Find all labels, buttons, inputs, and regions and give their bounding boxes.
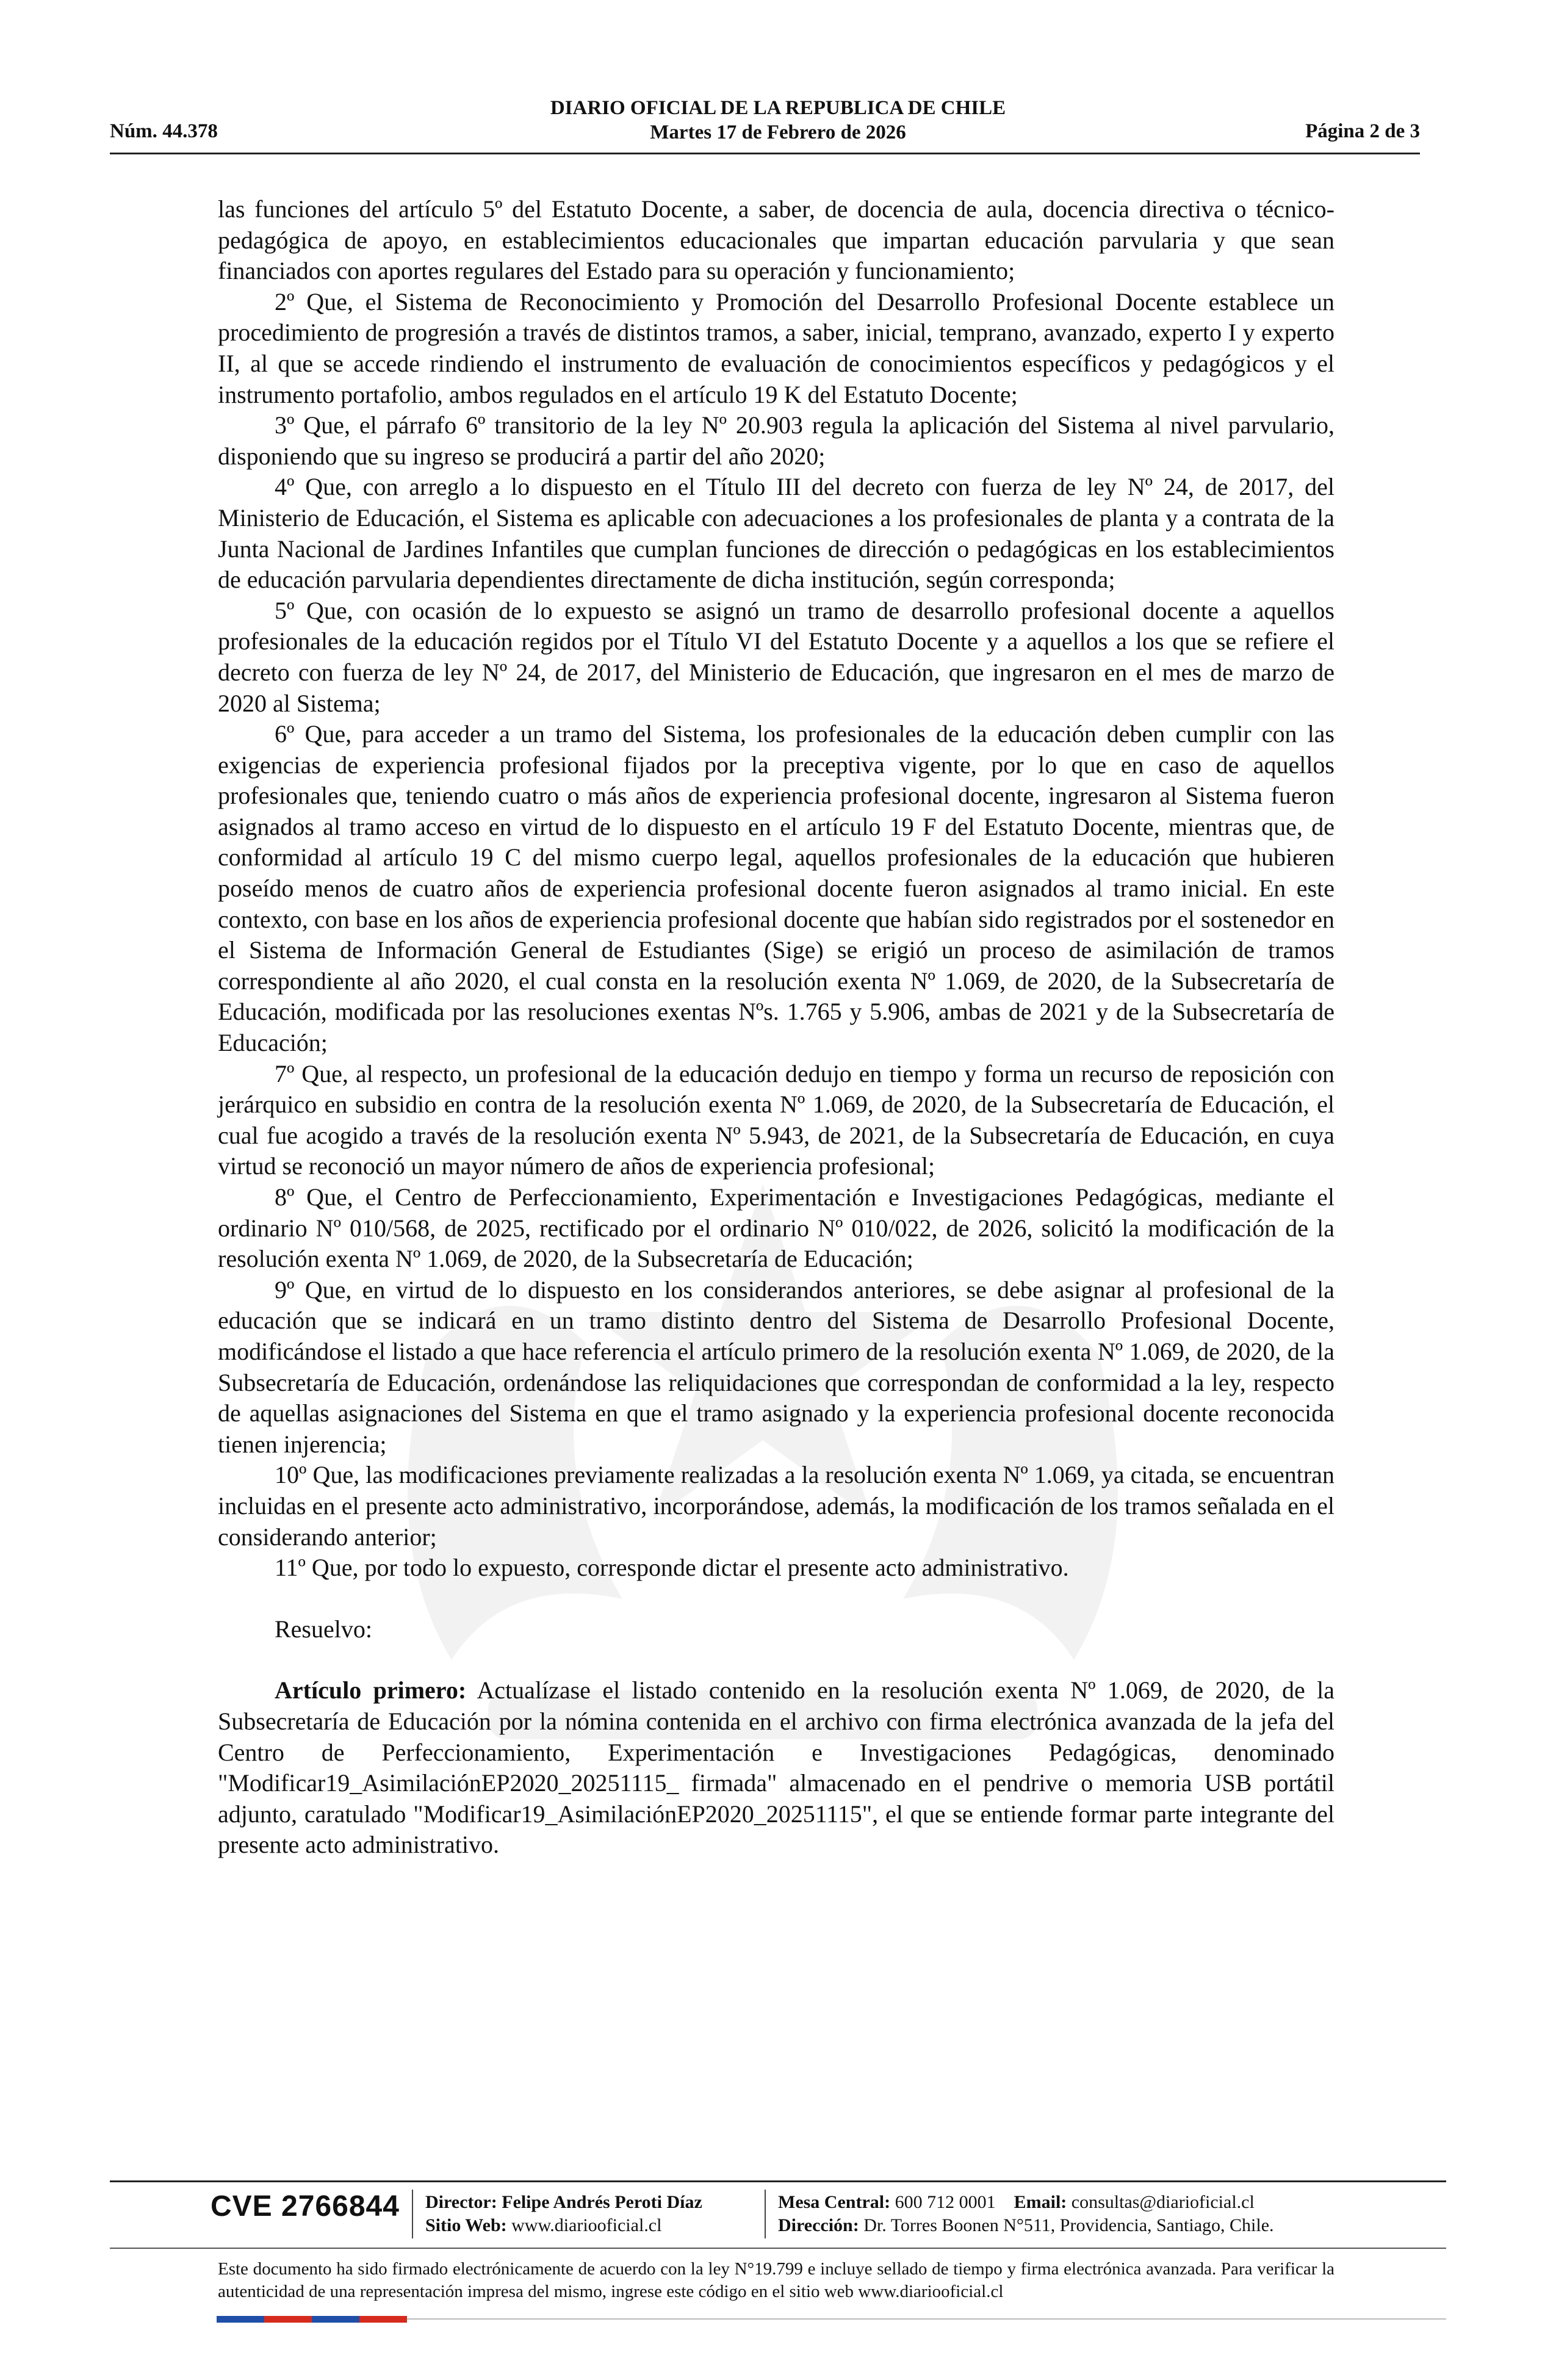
considerando-3: 3º Que, el párrafo 6º transitorio de la ley Nº 20.903 regula la aplicación del Sistema al nivel parvulario, disponiendo que su ingreso se producirá a partir del año 2020; xyxy=(218,411,1334,470)
mesa-label: Mesa Central: xyxy=(778,2192,891,2212)
email-link[interactable]: consultas@diarioficial.cl xyxy=(1071,2192,1255,2212)
mesa-phone: 600 712 0001 xyxy=(895,2192,996,2212)
director-name: Felipe Andrés Peroti Díaz xyxy=(502,2192,702,2212)
considerando-11: 11º Que, por todo lo expuesto, corresponde dictar el presente acto administrativo. xyxy=(275,1554,1069,1582)
flag-segment xyxy=(217,2316,264,2323)
document-body xyxy=(218,194,1334,1861)
resuelvo-heading: Resuelvo: xyxy=(275,1615,372,1643)
page-indicator: Página 2 de 3 xyxy=(1305,120,1420,142)
considerando-7: 7º Que, al respecto, un profesional de la educación dedujo en tiempo y forma un recurso de reposición con jerárquico en subsidio en contra de la resolución exenta Nº 1.069, de 2020, de la Subsecretaría de Educación, el cual fue acogido a través de la resolución exenta Nº 5.943, de 2021, de la Subsecretaría de Educación, en cuya virtud se reconoció un mayor número de años de experiencia profesional; xyxy=(218,1059,1334,1180)
header-divider xyxy=(110,153,1420,154)
considerando-10: 10º Que, las modificaciones previamente realizadas a la resolución exenta Nº 1.069, ya citada, se encuentran incluidas en el presente acto administrativo, incorporándose, además, la modificación de los tramos señalada en el considerando anterior; xyxy=(218,1461,1334,1551)
considerando-6: 6º Que, para acceder a un tramo del Sistema, los profesionales de la educación deben cumplir con las exigencias de experiencia profesional fijados por la preceptiva vigente, por lo que en caso de aquellos profesionales que, teniendo cuatro o más años de experiencia profesional docente, ingresaron al Sistema fueron asignados al tramo acceso en virtud de lo dispuesto en el artículo 19 F del Estatuto Docente, mientras que, de conformidad al artículo 19 C del mismo cuerpo legal, aquellos profesionales de la educación que hubieren poseído menos de cuatro años de experiencia profesional docente fueron asignados al tramo inicial. En este contexto, con base en los años de experiencia profesional docente que habían sido registrados por el sostenedor en el Sistema de Información General de Estudiantes (Sige) se erigió un proceso de asimilación de tramos correspondiente al año 2020, el cual consta en la resolución exenta Nº 1.069, de 2020, de la Subsecretaría de Educación, modificada por las resoluciones exentas Nºs. 1.765 y 5.906, ambas de 2021 y de la Subsecretaría de Educación; xyxy=(218,720,1334,1057)
article-text: Actualízase el listado contenido en la resolución exenta Nº 1.069, de 2020, de la Subsecretaría de Educación por la nómina contenida en el archivo con firma electrónica avanzada de la jefa del Centro de Perfeccionamiento, Experimentación e Investigaciones Pedagógicas, denominado "Modificar19_AsimilaciónEP2020_20251115_ firmada" almacenado en el pendrive o memoria USB portátil adjunto, caratulado "Modificar19_AsimilaciónEP2020_20251115", el que se entiende formar parte integrante del presente acto administrativo. xyxy=(218,1676,1334,1859)
flag-segment xyxy=(359,2316,407,2323)
footer-divider-top xyxy=(110,2180,1446,2182)
email-label: Email: xyxy=(1014,2192,1067,2212)
body-paragraph: las funciones del artículo 5º del Estatuto Docente, a saber, de docencia de aula, docencia directiva o técnico-pedagógica de apoyo, en establecimientos educacionales que impartan educación parvularia y que sean financiados con aportes regulares del Estado para su operación y funcionamiento; xyxy=(218,195,1334,285)
article-first xyxy=(218,1675,1334,1861)
considerando-4: 4º Que, con arreglo a lo dispuesto en el Título III del decreto con fuerza de ley Nº 24, de 2017, del Ministerio de Educación, el Sistema es aplicable con adecuaciones a los profesionales de planta y a contrata de la Junta Nacional de Jardines Infantiles que cumplan funciones de dirección o pedagógicas en los establecimientos de educación parvularia dependientes directamente de dicha institución, según corresponda; xyxy=(218,473,1334,594)
issue-number: Núm. 44.378 xyxy=(110,120,218,142)
publication-date: Martes 17 de Febrero de 2026 xyxy=(650,121,906,143)
site-link[interactable]: www.diariooficial.cl xyxy=(511,2215,662,2235)
article-label: Artículo primero: xyxy=(275,1676,467,1704)
considerando-9: 9º Que, en virtud de lo dispuesto en los considerandos anteriores, se debe asignar al profesional de la educación que se indicará en un tramo distinto dentro del Sistema de Desarrollo Profesional Docente, modificándose el listado a que hace referencia el artículo primero de la resolución exenta Nº 1.069, de 2020, de la Subsecretaría de Educación, ordenándose las reliquidaciones que correspondan de conformidad a la ley, respecto de aquellas asignaciones del Sistema en que el tramo asignado y la experiencia profesional docente reconocida tienen injerencia; xyxy=(218,1275,1334,1458)
footer-contact-block xyxy=(778,2191,1274,2237)
address-label: Dirección: xyxy=(778,2215,859,2235)
footer-separator xyxy=(412,2190,413,2238)
footer-director-block xyxy=(425,2191,702,2237)
footer-separator xyxy=(765,2190,766,2238)
footer-divider-mid xyxy=(110,2248,1446,2249)
signature-note: Este documento ha sido firmado electrónicamente de acuerdo con la ley N°19.799 e incluye sellado de tiempo y firma electrónica avanzada. Para verificar la autenticidad de una representación impresa del mismo, ingrese este código en el sitio web www.diariooficial.cl xyxy=(218,2259,1334,2301)
director-label: Director: xyxy=(425,2192,497,2212)
address-value: Dr. Torres Boonen N°511, Providencia, Santiago, Chile. xyxy=(863,2215,1274,2235)
flag-segment xyxy=(312,2316,359,2323)
flag-segment xyxy=(264,2316,312,2323)
considerando-2: 2º Que, el Sistema de Reconocimiento y Promoción del Desarrollo Profesional Docente establece un procedimiento de progresión a través de distintos tramos, a saber, inicial, temprano, avanzado, experto I y experto II, al que se accede rindiendo el instrumento de evaluación de conocimientos específicos y pedagógicos y el instrumento portafolio, ambos regulados en el artículo 19 K del Estatuto Docente; xyxy=(218,287,1334,408)
flag-stripe xyxy=(217,2316,407,2323)
considerando-5: 5º Que, con ocasión de lo expuesto se asignó un tramo de desarrollo profesional docente a aquellos profesionales de la educación regidos por el Título VI del Estatuto Docente y a aquellos a los que se refiere el decreto con fuerza de ley Nº 24, de 2017, del Ministerio de Educación, que ingresaron en el mes de marzo de 2020 al Sistema; xyxy=(218,596,1334,717)
site-label: Sitio Web: xyxy=(425,2215,507,2235)
footer-divider-bottom xyxy=(407,2318,1446,2320)
considerando-8: 8º Que, el Centro de Perfeccionamiento, Experimentación e Investigaciones Pedagógicas, mediante el ordinario Nº 010/568, de 2025, rectificado por el ordinario Nº 010/022, de 2026, solicitó la modificación de la resolución exenta Nº 1.069, de 2020, de la Subsecretaría de Educación; xyxy=(218,1183,1334,1273)
cve-code: CVE 2766844 xyxy=(211,2190,400,2223)
publication-title: DIARIO OFICIAL DE LA REPUBLICA DE CHILE xyxy=(550,97,1006,119)
